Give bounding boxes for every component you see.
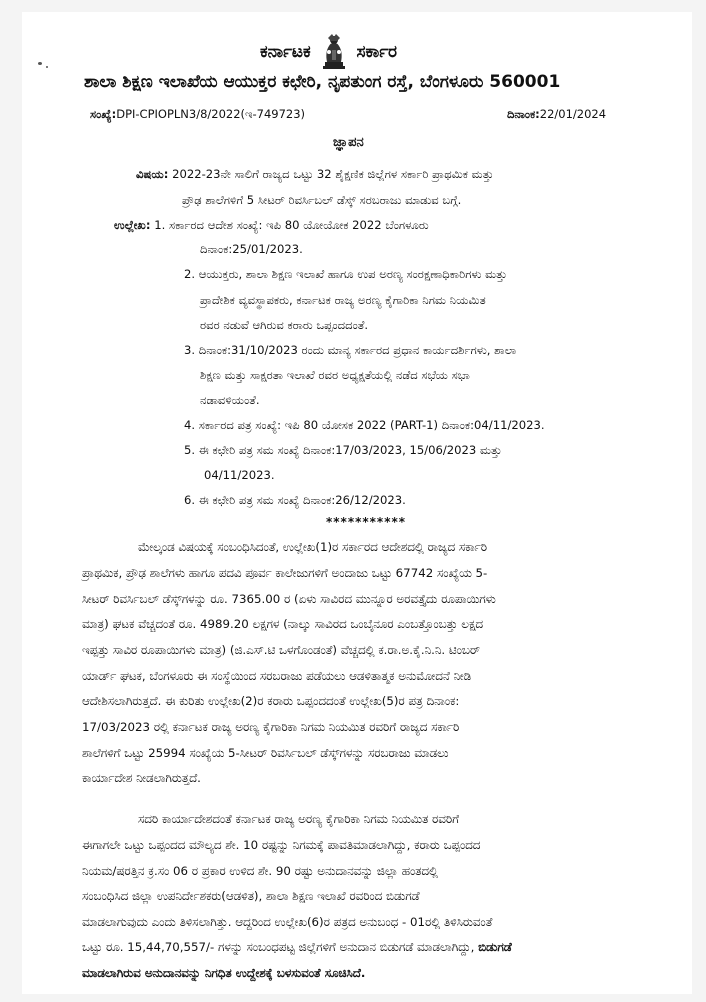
subject-line-1: ವಿಷಯ: 2022-23ನೇ ಸಾಲಿಗೆ ರಾಜ್ಯದ ಒಟ್ಟು 32 ಶೈಕ್ಷಣಿಕ ಜಿಲ್ಲೆಗಳ ಸರ್ಕಾರಿ ಪ್ರಾಥಮಿಕ ಮತ್ತು [136,167,494,181]
section-separator: *********** [326,515,407,529]
paragraph-2-line: ಮಾಡಲಾಗುವುದು ಎಂದು ತಿಳಿಸಲಾಗಿತ್ತು. ಆದ್ದರಿಂದ ಉಲ್ಲೇಖ(6)ರ ಪತ್ರದ ಅನುಬಂಧ - 01ರಲ್ಲಿ ತಿಳಿಸಿರುವಂತೆ [82,915,493,929]
reference-item-2: 2. ಆಯುಕ್ತರು, ಶಾಲಾ ಶಿಕ್ಷಣ ಇಲಾಖೆ ಹಾಗೂ ಉಪ ಅರಣ್ಯ ಸಂರಕ್ಷಣಾಧಿಕಾರಿಗಳು ಮತ್ತು [184,267,508,281]
header-right-word: ಸರ್ಕಾರ [356,42,397,62]
reference-date-label: ದಿನಾಂಕ: [507,107,540,121]
reference-item-3-cont: ನಡಾವಳಿಯಂತೆ. [200,393,260,407]
reference-number [90,107,305,122]
paragraph-2-line: ಸದರಿ ಕಾರ್ಯಾದೇಶದಂತೆ ಕರ್ನಾಟಕ ರಾಜ್ಯ ಅರಣ್ಯ ಕೈಗಾರಿಕಾ ನಿಗಮ ನಿಯಮಿತ ರವರಿಗೆ [138,812,459,826]
reference-item-6: 6. ಈ ಕಛೇರಿ ಪತ್ರ ಸಮ ಸಂಖ್ಯೆ ದಿನಾಂಕ:26/12/2023. [184,493,406,507]
state-emblem-icon [319,32,349,72]
paragraph-2-line: ಈಗಾಗಲೇ ಒಟ್ಟು ಒಪ್ಪಂದದ ಮೌಲ್ಯದ ಶೇ. 10 ರಷ್ಟನ್ನು ನಿಗಮಕ್ಕೆ ಪಾವತಿಮಾಡಲಾಗಿದ್ದು, ಕರಾರು ಒಪ್ಪಂದದ [82,838,481,852]
paragraph-1-line: ಇಪ್ಪತ್ತು ಸಾವಿರ ರೂಪಾಯಿಗಳು ಮಾತ್ರ) (ಜಿ.ಎಸ್.ಟಿ ಒಳಗೊಂಡಂತೆ) ವೆಚ್ಚದಲ್ಲಿ ಕ.ರಾ.ಅ.ಕೈ.ನಿ.ನಿ. ಟಿಂಬರ್ [82,643,480,657]
reference-item-2-cont: ಪ್ರಾದೇಶಿಕ ವ್ಯವಸ್ಥಾಪಕರು, ಕರ್ನಾಟಕ ರಾಜ್ಯ ಅರಣ್ಯ ಕೈಗಾರಿಕಾ ನಿಗಮ ನಿಯಮಿತ [200,293,486,307]
subject-line-2: ಪ್ರೌಢ ಶಾಲೆಗಳಿಗೆ 5 ಸೀಟರ್ ರಿವರ್ಸಿಬಲ್ ಡೆಸ್ಕ್ ಸರಬರಾಜು ಮಾಡುವ ಬಗ್ಗೆ. [182,193,462,207]
scan-speck [38,62,42,65]
reference-number-value: DPI-CPIOPLN3/8/2022(ಇ-749723) [116,107,306,121]
paragraph-2-line: ನಿಯಮ/ಷರತ್ತಿನ ಕ್ರ.ಸಂ 06 ರ ಪ್ರಕಾರ ಉಳಿದ ಶೇ. 90 ರಷ್ಟು ಅನುದಾನವನ್ನು ಜಿಲ್ಲಾ ಹಂತದಲ್ಲಿ [82,864,438,878]
paragraph-2-line: ಒಟ್ಟು ರೂ. 15,44,70,557/- ಗಳನ್ನು ಸಂಬಂಧಪಟ್ಟ ಜಿಲ್ಲೆಗಳಿಗೆ ಅನುದಾನ ಬಿಡುಗಡೆ ಮಾಡಲಾಗಿದ್ದು, ಬಿಡುಗಡೆ [82,940,512,954]
paragraph-2-closing-line: ಮಾಡಲಾಗಿರುವ ಅನುದಾನವನ್ನು ನಿಗಧಿತ ಉದ್ದೇಶಕ್ಕೆ ಬಳಸುವಂತೆ ಸೂಚಿಸಿದೆ. [82,966,366,980]
reference-item-3-cont: ಶಿಕ್ಷಣ ಮತ್ತು ಸಾಕ್ಷರತಾ ಇಲಾಖೆ ರವರ ಅಧ್ಯಕ್ಷತೆಯಲ್ಲಿ ನಡೆದ ಸಭೆಯ ಸಭಾ [200,368,470,382]
paragraph-1-line: ಆದೇಶಿಸಲಾಗಿರುತ್ತದೆ. ಈ ಕುರಿತು ಉಲ್ಲೇಖ(2)ರ ಕರಾರು ಒಪ್ಪಂದದಂತೆ ಉಲ್ಲೇಖ(5)ರ ಪತ್ರ ದಿನಾಂಕ: [82,694,460,708]
reference-item-3: 3. ದಿನಾಂಕ:31/10/2023 ರಂದು ಮಾನ್ಯ ಸರ್ಕಾರದ ಪ್ರಧಾನ ಕಾರ್ಯದರ್ಶಿಗಳು, ಶಾಲಾ [184,343,517,357]
subject-label: ವಿಷಯ: [136,167,169,181]
reference-date [507,107,606,122]
paragraph-1-line: ಯಾರ್ಡ್ ಘಟಕ, ಬೆಂಗಳೂರು ಈ ಸಂಸ್ಥೆಯಿಂದ ಸರಬರಾಜು ಪಡೆಯಲು ಆಡಳಿತಾತ್ಮಕ ಅನುಮೋದನೆ ನೀಡಿ [82,669,472,683]
header-left-word: ಕರ್ನಾಟಕ [260,42,311,62]
reference-item-1: ಉಲ್ಲೇಖ: 1. ಸರ್ಕಾರದ ಆದೇಶ ಸಂಖ್ಯೆ: ಇಪಿ 80 ಯೋಯೋಕ 2022 ಬೆಂಗಳೂರು [114,218,429,232]
reference-item-1-cont: ದಿನಾಂಕ:25/01/2023. [200,242,303,256]
paragraph-1-line: ಪ್ರಾಥಮಿಕ, ಪ್ರೌಢ ಶಾಲೆಗಳು ಹಾಗೂ ಪದವಿ ಪೂರ್ವ ಕಾಲೇಜುಗಳಿಗೆ ಅಂದಾಜು ಒಟ್ಟು 67742 ಸಂಖ್ಯೆಯ 5- [82,566,488,580]
paragraph-1-line: ಶಾಲೆಗಳಿಗೆ ಒಟ್ಟು 25994 ಸಂಖ್ಯೆಯ 5-ಸೀಟರ್ ರಿವರ್ಸಿಬಲ್ ಡೆಸ್ಕ್‌ಗಳನ್ನು ಸರಬರಾಜು ಮಾಡಲು [82,746,449,760]
government-header [260,32,397,72]
paragraph-1-line: ಸೀಟರ್ ರಿವರ್ಸಿಬಲ್ ಡೆಸ್ಕ್‌ಗಳನ್ನು ರೂ. 7365.00 ರ (ಏಳು ಸಾವಿರದ ಮುನ್ನೂರ ಅರವತ್ತೈದು ರೂಪಾಯಿಗಳು [82,592,496,606]
references-label: ಉಲ್ಲೇಖ: [114,218,151,232]
reference-item-5-cont: 04/11/2023. [204,468,275,482]
reference-item-4: 4. ಸರ್ಕಾರದ ಪತ್ರ ಸಂಖ್ಯೆ: ಇಪಿ 80 ಯೋಸಕ 2022 (PART-1) ದಿನಾಂಕ:04/11/2023. [184,418,545,432]
scan-speck [46,66,48,68]
paragraph-1-line: 17/03/2023 ರಲ್ಲಿ ಕರ್ನಾಟಕ ರಾಜ್ಯ ಅರಣ್ಯ ಕೈಗಾರಿಕಾ ನಿಗಮ ನಿಯಮಿತ ರವರಿಗೆ ರಾಜ್ಯದ ಸರ್ಕಾರಿ [82,720,460,734]
paragraph-2-line: ಸಂಬಂಧಿಸಿದ ಜಿಲ್ಲಾ ಉಪನಿರ್ದೇಶಕರು(ಆಡಳಿತ), ಶಾಲಾ ಶಿಕ್ಷಣ ಇಲಾಖೆ ರವರಿಂದ ಬಿಡುಗಡೆ [82,889,420,903]
document-title: ಜ್ಞಾಪನ [333,135,364,150]
reference-item-5: 5. ಈ ಕಛೇರಿ ಪತ್ರ ಸಮ ಸಂಖ್ಯೆ ದಿನಾಂಕ:17/03/2023, 15/06/2023 ಮತ್ತು [184,443,502,457]
reference-date-value: 22/01/2024 [539,107,607,121]
paragraph-1-line: ಕಾರ್ಯಾದೇಶ ನೀಡಲಾಗಿರುತ್ತದೆ. [82,771,201,785]
paragraph-1-line: ಮಾತ್ರ) ಘಟಕ ವೆಚ್ಚದಂತೆ ರೂ. 4989.20 ಲಕ್ಷಗಳ (ನಾಲ್ಕು ಸಾವಿರದ ಒಂಬೈನೂರ ಎಂಬತ್ತೊಂಬತ್ತು ಲಕ್ಷದ [82,617,483,631]
reference-item-2-cont: ರವರ ನಡುವೆ ಆಗಿರುವ ಕರಾರು ಒಪ್ಪಂದದಂತೆ. [200,318,369,332]
reference-number-label: ಸಂಖ್ಯೆ: [90,107,117,121]
office-address: ಶಾಲಾ ಶಿಕ್ಷಣ ಇಲಾಖೆಯ ಆಯುಕ್ತರ ಕಛೇರಿ, ನೃಪತುಂಗ ರಸ್ತೆ, ಬೆಂಗಳೂರು 560001 [84,72,561,92]
paragraph-1-line: ಮೇಲ್ಕಂಡ ವಿಷಯಕ್ಕೆ ಸಂಬಂಧಿಸಿದಂತೆ, ಉಲ್ಲೇಖ(1)ರ ಸರ್ಕಾರದ ಆದೇಶದಲ್ಲಿ ರಾಜ್ಯದ ಸರ್ಕಾರಿ [138,540,487,554]
